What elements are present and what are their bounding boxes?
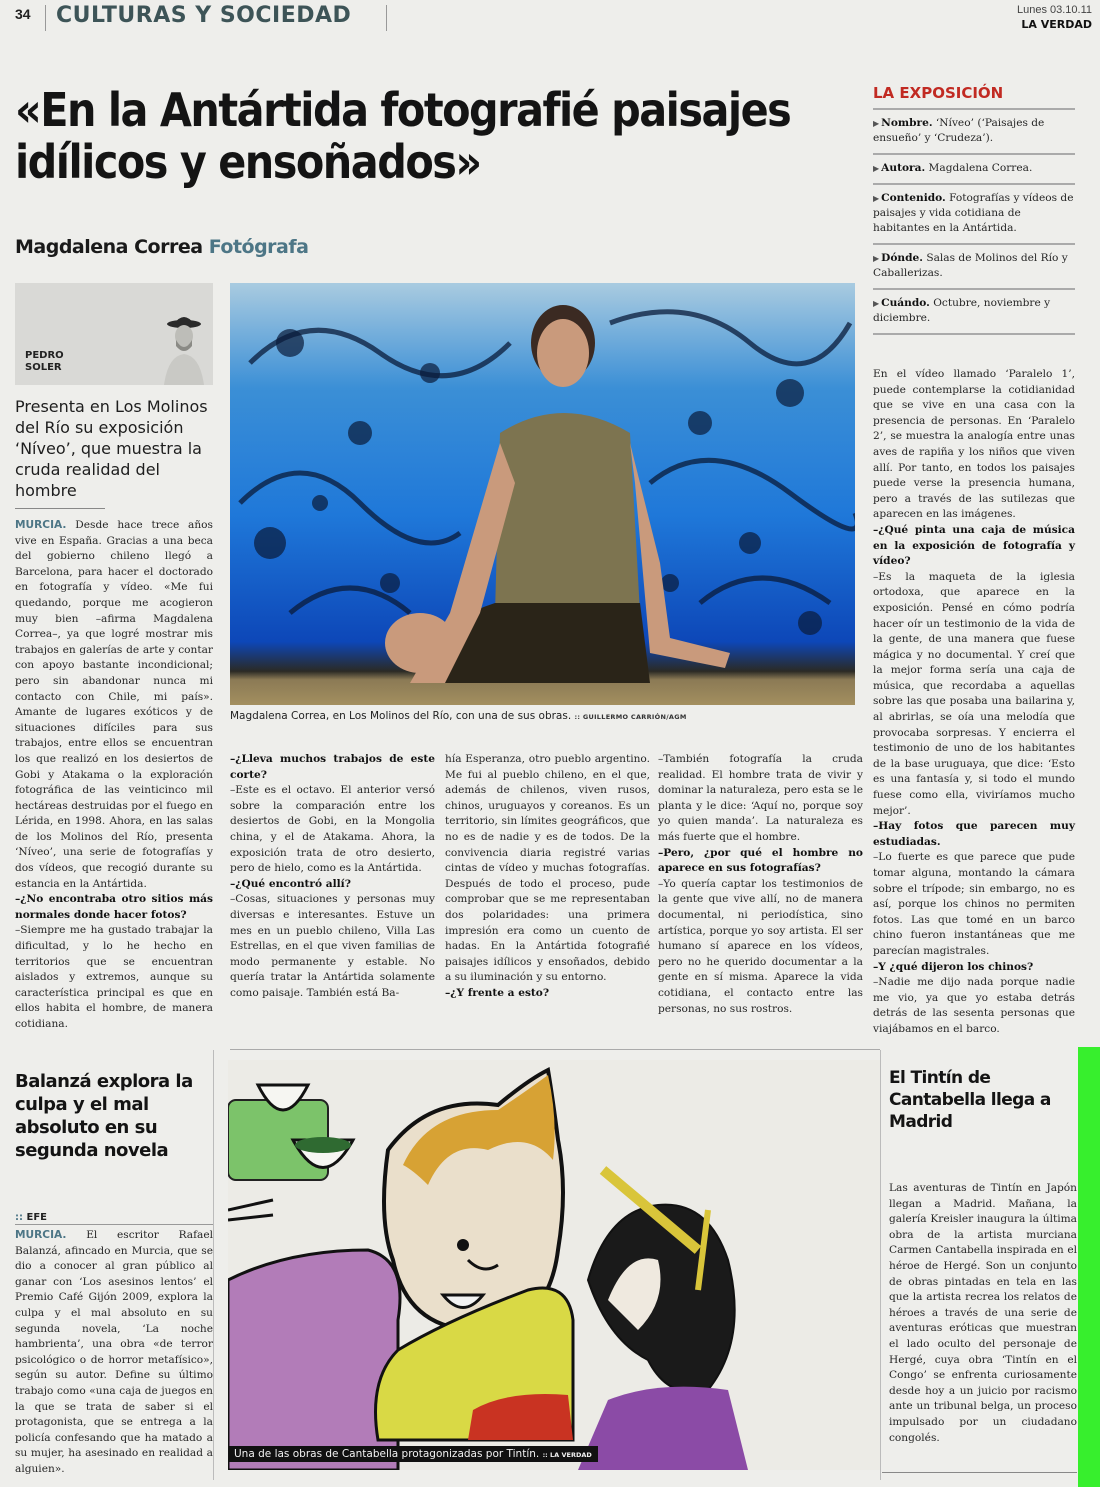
tintin-headline: El Tintín de Cantabella llega a Madrid [889, 1068, 1051, 1132]
interview-question: –Pero, ¿por qué el hombre no aparece en sus fotografías? [658, 846, 863, 875]
interview-question: –Hay fotos que parecen muy estudiadas. [873, 820, 1075, 848]
interview-question: –¿Lleva muchos trabajos de este corte? [230, 753, 435, 781]
interview-question: –¿Y frente a esto? [445, 986, 550, 999]
tintin-body: Las aventuras de Tintín en Japón llegan a Madrid. Mañana, la galería Kreisler inaugura la última obra de la artista murciana Carmen Cantabella inspirada en el héroe de Hergé. Son un conjunto de obras pintadas en tela en las que la artista recrea los relatos de héroes a través de una serie de aventuras eróticas que muestran el lado oculto del personaje de Hergé, cuya obra ‘Tintín en el Congo’ se enfrenta curiosamente desde hoy a un juicio por racismo ante un tribunal belga, un proceso impulsado por un ciudadano congolés. [889, 1182, 1077, 1444]
tintin-artwork-image [228, 1060, 880, 1470]
article-column-1: MURCIA. Desde hace trece años vive en España. Gracias a una beca del gobierno chileno llegó a Barcelona, para hacer el doctorado en fotografía y vídeo. «Me fui quedando, porque me acogieron muy bien –afirma Magdalena Correa–, ya que logré mostrar mis trabajos en galerías de arte y contar con apoyo bastante incondicional; pero sin abandonar nunca mi contacto con Chile, mi país». Amante de lugares exóticos y de situaciones difíciles para sus trabajos, entre ellos se encuentran los que realizó en los desiertos de Gobi y Atakama o la exploración fotográfica de las veinticinco mil hectáreas destruidas por el fuego en Lérida, en 1998. Ahora, en las salas de los Molinos del Río, presenta ‘Níveo’, una serie de fotografías y dos vídeos, que recogió durante su estancia en la Antártida. –¿No encontraba otro sitios más normales donde hacer fotos? –Siempre me ha gustado trabajar la dificultad, y lo he hecho en territorios que se encuentran aislados y extremos, aunque su característica principal es que en ellos habita el hombre, de manera cotidiana. [15, 518, 213, 1033]
exhibition-fact-where: ▶ Dónde. Salas de Molinos del Río y Caballerizas. [873, 243, 1075, 288]
interview-answer: –Es la maqueta de la iglesia ortodoxa, que aparece en la exposición. Pensé en cómo podría hacer oír un testimonio de la vida de la gente, de una manera que fuese mágica y no documental. Y creí que la mejor forma sería una caja de música, que recordaba a aquellas sobre las que posaba una bailarina y, al abrirlas, se oía una melodía que provocaba sorpresas. Y encierra el testimonio de uno de los habitantes de la base uruguaya, que dice: ‘Esto es una fantasía y, si todo el mundo fuese como ella, viviríamos mucho mejor’. [873, 570, 1075, 817]
column-divider [880, 1050, 881, 1480]
interview-answer: –Cosas, situaciones y personas muy diversas e interesantes. Estuve un mes en un pueblo chileno, Villa Las Estrellas, en el que viven familias de modo permanente y estable. No quería tratar la Antártida solamente como paisaje. También está Ba- [230, 893, 435, 999]
header-divider [386, 5, 387, 31]
article-headline: «En la Antártida fotografié paisajes idílicos y ensoñados» [15, 83, 791, 189]
dateline: MURCIA. [15, 519, 67, 531]
interview-answer: –Yo quería captar los testimonios de la gente que vive allí, no de manera documental, ni periodística, sino artística, porque yo soy artista. El ser humano sí aparece en los vídeos, pero no he querido documentar a la gente en sí misma. Aparece la vida cotidiana, el contacto entre las personas, no sus rostros. [658, 877, 863, 1015]
exhibition-box-title: LA EXPOSICIÓN [873, 84, 1004, 102]
exhibition-fact-author: ▶ Autora. Magdalena Correa. [873, 153, 1075, 183]
triangle-bullet-icon: ▶ [873, 254, 880, 263]
photo-caption: Magdalena Correa, en Los Molinos del Río, con una de sus obras. :: GUILLERMO CARRIÓN/AGM [230, 710, 687, 722]
divider [15, 508, 105, 509]
header-divider [45, 5, 46, 31]
byline [15, 236, 308, 258]
issue-date: Lunes 03.10.11 [1016, 4, 1092, 16]
interview-question: –Y ¿qué dijeron los chinos? [873, 960, 1034, 973]
article-subhead: Presenta en Los Molinos del Río su exposición ‘Níveo’, que muestra la cruda realidad del hombre [15, 397, 208, 500]
balanza-source: :: EFE [15, 1212, 213, 1225]
interview-answer: –También fotografía la cruda realidad. El hombre trata de vivir y dominar la naturaleza, pero esta se le planta y le dice: ‘Aquí no, porque soy yo quien manda’. La naturaleza es más fuerte que el hombre. [658, 753, 863, 843]
columnist-name: PEDRO SOLER [25, 350, 64, 373]
balanza-headline: Balanzá explora la culpa y el mal absoluto en su segunda novela [15, 1071, 193, 1161]
columnist-portrait-image [160, 310, 208, 385]
divider [230, 1049, 880, 1050]
main-photo [230, 283, 855, 705]
byline-name: Magdalena Correa [15, 236, 203, 258]
balanza-body: MURCIA. El escritor Rafael Balanzá, afincado en Murcia, que se dio a conocer al gran público al ganar con ‘Los asesinos lentos’ el Premio Café Gijón 2009, explora la culpa y el mal absoluto en su segunda novela, ‘La noche hambrienta’, una obra «de terror psicológico o de horror metafísico», según su autor. Define su último trabajo como «una caja de juegos en la que se trata de saber si el protagonista, que se entrega a la policía confesando que ha matado a su mujer, ha asesinado en realidad a alguien». [15, 1229, 213, 1475]
newspaper-name: LA VERDAD [1021, 18, 1092, 31]
photo-credit: :: GUILLERMO CARRIÓN/AGM [574, 713, 687, 721]
section-title: CULTURAS Y SOCIEDAD [56, 3, 352, 28]
article-column-5: En el vídeo llamado ‘Paralelo 1’, puede contemplarse la cotidianidad que se vive en una casa con la presencia de personas. En ‘Paralelo 2’, se muestra la analogía entre unas aves de rapiña y los niños que viven allí. Por tanto, en todos los paisajes puede verse la presencia humana, pero a través de las sutilezas que aparecen en las imágenes. –¿Qué pinta una caja de música en la exposición de fotografía y vídeo? –Es la maqueta de la iglesia ortodoxa, que aparece en la exposición. Pensé en cómo podría hacer oír un testimonio de la vida de la gente, de una manera que fuese mágica y no documental. Y creí que la mejor forma sería una caja de música, que recordaba a aquellas sobre las que posaba una bailarina y, al abrirlas, se oía una melodía que provocaba sorpresas. Y encierra el testimonio de uno de los habitantes de la base uruguaya, que dice: ‘Esto es una fantasía y, si todo el mundo fuese como ella, viviríamos mucho mejor’. –Hay fotos que parecen muy estudiadas. –Lo fuerte es que parece que pude tomar alguna, montando la cámara sobre el trípode; sin embargo, no es así, porque los chinos no permiten fotos. Las que tomé en un barco chino fueron instantáneas que me parecían magistrales. –Y ¿qué dijeron los chinos? –Nadie me dijo nada porque nadie me vio, ya que yo estaba detrás detrás de las sesenta personas que viajábamos en el barco. [873, 367, 1075, 1038]
interview-answer: –Nadie me dijo nada porque nadie me vio, ya que yo estaba detrás detrás de las sesenta personas que viajábamos en el barco. [873, 976, 1075, 1035]
interview-question: –¿Qué pinta una caja de música en la exposición de fotografía y vídeo? [873, 523, 1075, 568]
triangle-bullet-icon: ▶ [873, 164, 880, 173]
exhibition-fact-content: ▶ Contenido. Fotografías y vídeos de paisajes y vida cotidiana de habitantes en la Antártida. [873, 183, 1075, 243]
artwork-credit: :: LA VERDAD [542, 1451, 592, 1459]
interview-answer: –Lo fuerte es que parece que pude tomar alguna, montando la cámara sobre el trípode; sin embargo, no es así, porque los chinos no permiten fotos. Las que tomé en un barco chino fueron instantáneas que me parecían magistrales. [873, 851, 1075, 957]
triangle-bullet-icon: ▶ [873, 194, 880, 203]
triangle-bullet-icon: ▶ [873, 299, 880, 308]
divider [873, 333, 1075, 335]
dateline: MURCIA. [15, 1229, 67, 1241]
exhibition-facts-list [873, 108, 1075, 335]
byline-role: Fotógrafa [208, 236, 309, 258]
interview-answer: hía Esperanza, otro pueblo argentino. Me fui al pueblo chileno, en el que, además de chilenos, viven rusos, chinos, uruguayos y coreanos. Es un territorio, sin límites geográficos, que no es de nadie y es de todos. De la convivencia diaria registré varias cintas de vídeo y muchas fotografías. Después de todo el proceso, pude comprobar que se me representaban dos polaridades: una primera impresión era como un cuento de hadas. En la Antártida fotografié paisajes idílicos y ensoñados, debido a su iluminación y su entorno. [445, 753, 650, 984]
highlight-marker-bar [1078, 1047, 1100, 1487]
interview-answer: –Siempre me ha gustado trabajar la dificultad, y lo he hecho en territorios que se encuentran aislados y extremos, aunque su característica principal es que en ellos habita el hombre, de manera cotidiana. [15, 924, 213, 1030]
lace-pattern-backdrop [230, 283, 855, 705]
page-number: 34 [15, 6, 31, 22]
divider [882, 1472, 1077, 1473]
interview-question: –¿Qué encontró allí? [230, 877, 351, 890]
interview-answer: –Este es el octavo. El anterior versó sobre la comparación entre los desiertos de Gobi, en la Mongolia china, y el de Atakama. Ahora, la exposición trata de otro desierto, pero de hielo, como es la Antártida. [230, 784, 435, 875]
artwork-caption: Una de las obras de Cantabella protagonizadas por Tintín. :: LA VERDAD [228, 1446, 598, 1462]
article-column-2 [230, 752, 435, 1002]
article-column-3 [445, 752, 650, 1002]
interview-question: –¿No encontraba otro sitios más normales donde hacer fotos? [15, 893, 213, 921]
exhibition-fact-name: ▶ Nombre. ‘Níveo’ (‘Paisajes de ensueño’ y ‘Crudeza’). [873, 108, 1075, 153]
exhibition-fact-when: ▶ Cuándo. Octubre, noviembre y diciembre. [873, 288, 1075, 333]
source-dots-icon: :: [15, 1212, 23, 1223]
article-column-4 [658, 752, 863, 1017]
triangle-bullet-icon: ▶ [873, 119, 880, 128]
